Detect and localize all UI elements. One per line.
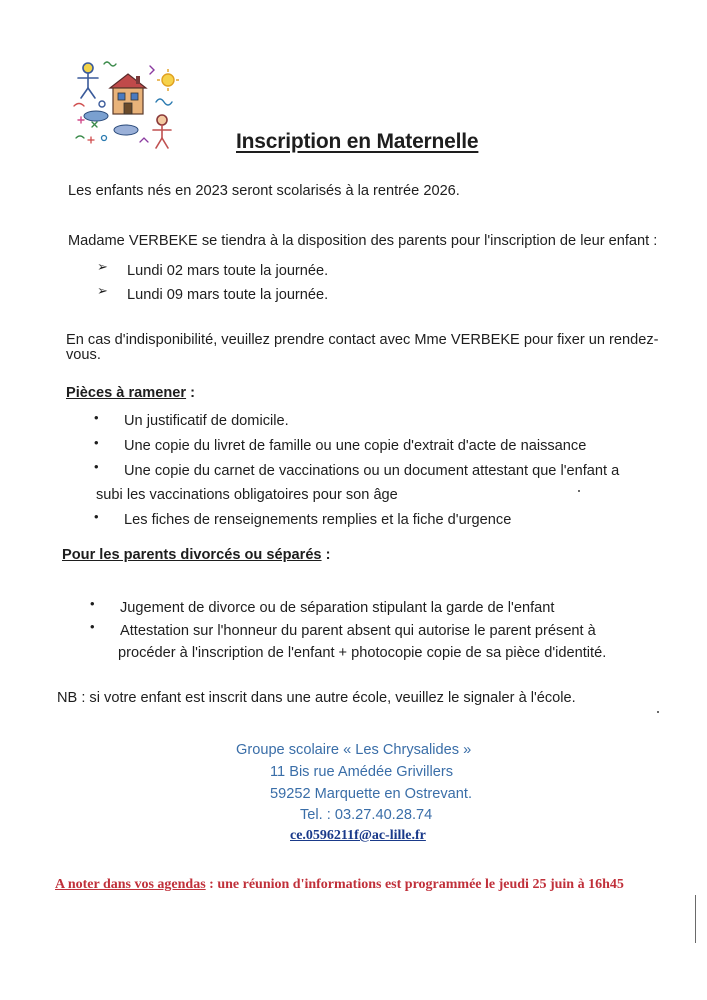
document-item-3-line-2: subi les vaccinations obligatoires pour son âge bbox=[96, 487, 398, 503]
unavailable-line-2: vous. bbox=[66, 347, 101, 363]
contact-phone: Tel. : 03.27.40.28.74 bbox=[300, 807, 433, 823]
contact-street: 11 Bis rue Amédée Grivillers bbox=[270, 764, 454, 780]
arrow-bullet-icon: ➢ bbox=[97, 259, 108, 274]
scan-edge-mark bbox=[695, 895, 696, 943]
document-item-3-line-1: Une copie du carnet de vaccinations ou un document attestant que l'enfant a bbox=[124, 463, 620, 479]
bullet-icon: • bbox=[94, 459, 99, 474]
document-item-4: Les fiches de renseignements remplies et la fiche d'urgence bbox=[124, 512, 512, 528]
bullet-icon: • bbox=[94, 410, 99, 425]
contact-school: Groupe scolaire « Les Chrysalides » bbox=[236, 742, 472, 758]
nb-note: NB : si votre enfant est inscrit dans une autre école, veuillez le signaler à l'école. bbox=[57, 690, 576, 706]
documents-heading-colon: : bbox=[186, 385, 195, 401]
divorced-item-2-line-2: procéder à l'inscription de l'enfant + photocopie copie de sa pièce d'identité. bbox=[118, 645, 607, 661]
divorced-heading-text: Pour les parents divorcés ou séparés bbox=[62, 547, 322, 563]
scan-speck bbox=[657, 711, 659, 713]
unavailable-line-1: En cas d'indisponibilité, veuillez prendre contact avec Mme VERBEKE pour fixer un rendez- bbox=[66, 332, 659, 348]
intro-line-2: Madame VERBEKE se tiendra à la disposition des parents pour l'inscription de leur enfant : bbox=[68, 233, 658, 249]
documents-heading bbox=[66, 385, 195, 401]
divorced-item-1: Jugement de divorce ou de séparation stipulant la garde de l'enfant bbox=[120, 600, 555, 616]
date-item-1: Lundi 02 mars toute la journée. bbox=[127, 263, 329, 279]
agenda-label: A noter dans vos agendas bbox=[55, 877, 206, 892]
divorced-heading bbox=[62, 547, 330, 563]
intro-line-1: Les enfants nés en 2023 seront scolarisés à la rentrée 2026. bbox=[68, 183, 460, 199]
bullet-icon: • bbox=[90, 619, 95, 634]
bullet-icon: • bbox=[94, 435, 99, 450]
document-item-2: Une copie du livret de famille ou une copie d'extrait d'acte de naissance bbox=[124, 438, 587, 454]
agenda-note bbox=[55, 877, 624, 893]
children-house-doodle-icon bbox=[70, 58, 185, 153]
arrow-bullet-icon: ➢ bbox=[97, 283, 108, 298]
page-title: Inscription en Maternelle bbox=[236, 130, 479, 153]
bullet-icon: • bbox=[90, 596, 95, 611]
document-item-1: Un justificatif de domicile. bbox=[124, 413, 289, 429]
date-item-2: Lundi 09 mars toute la journée. bbox=[127, 287, 329, 303]
bullet-icon: • bbox=[94, 509, 99, 524]
scan-speck bbox=[578, 490, 580, 492]
contact-city: 59252 Marquette en Ostrevant. bbox=[270, 786, 473, 802]
contact-email-link[interactable]: ce.0596211f@ac-lille.fr bbox=[290, 828, 426, 843]
documents-heading-text: Pièces à ramener bbox=[66, 385, 187, 401]
divorced-item-2-line-1: Attestation sur l'honneur du parent absent qui autorise le parent présent à bbox=[120, 623, 596, 639]
agenda-text: : une réunion d'informations est programmée le jeudi 25 juin à 16h45 bbox=[205, 877, 624, 892]
divorced-heading-colon: : bbox=[321, 547, 331, 563]
